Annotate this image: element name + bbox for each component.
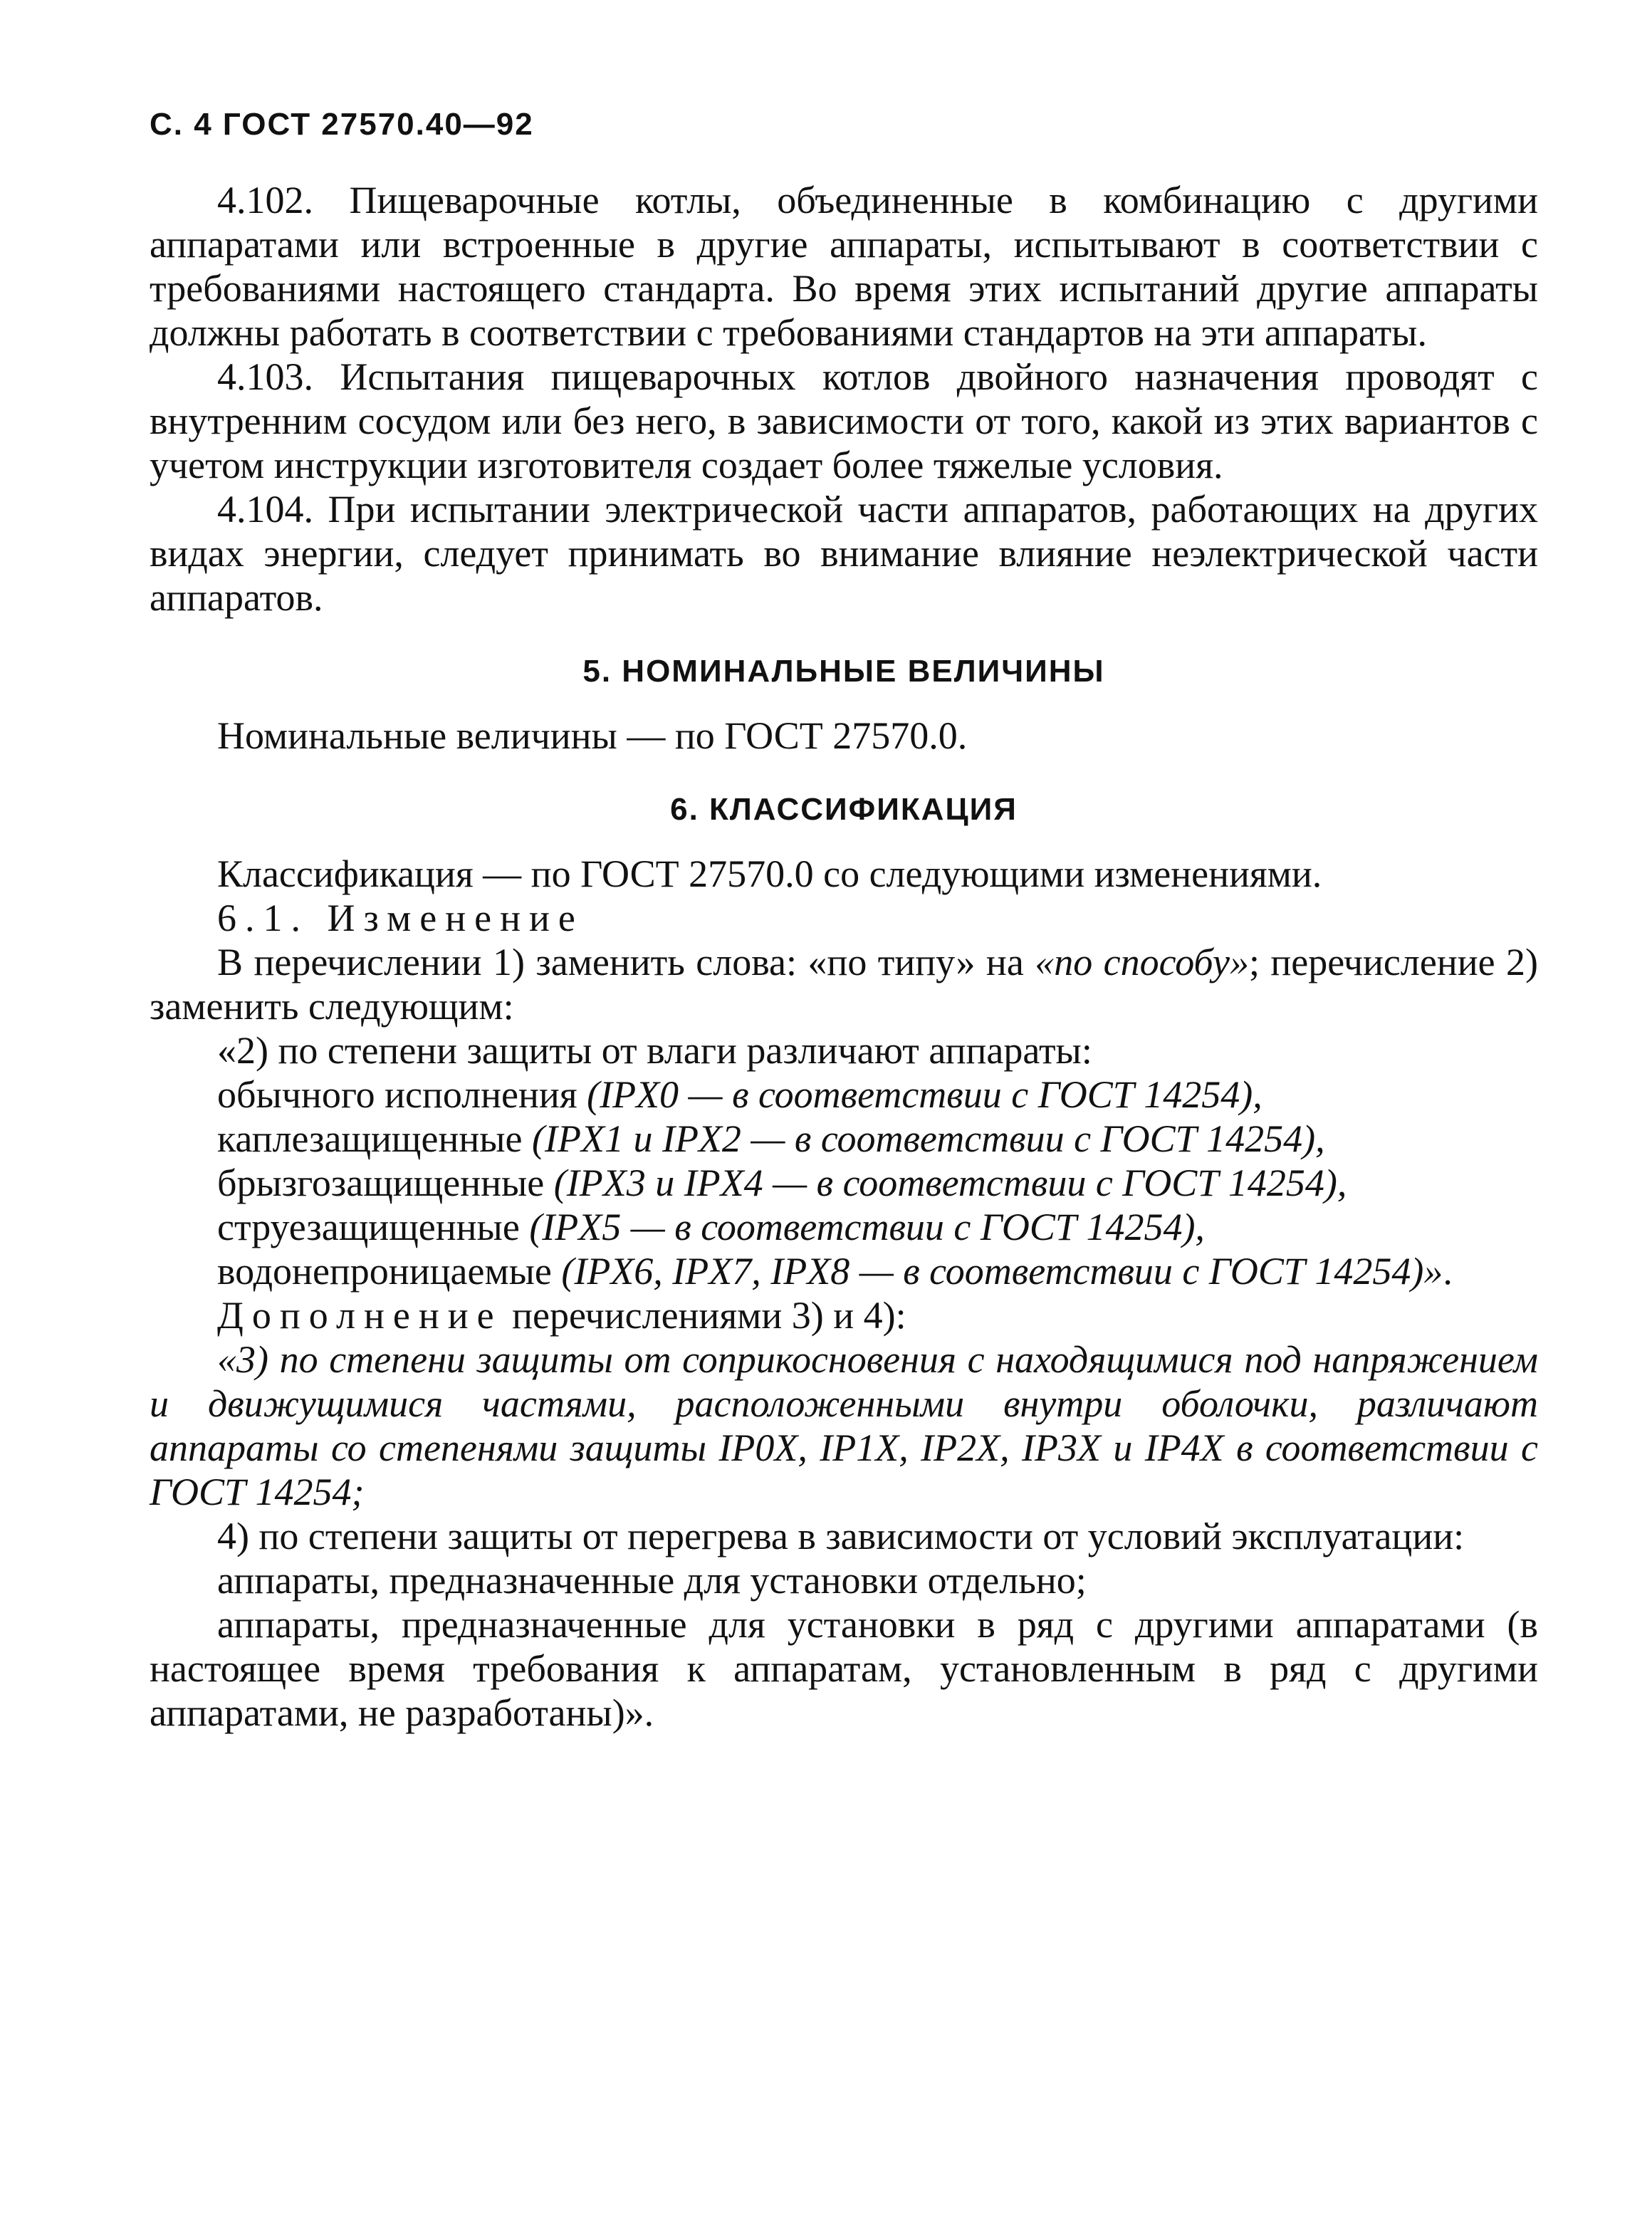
section-5-heading: 5. НОМИНАЛЬНЫЕ ВЕЛИЧИНЫ xyxy=(582,654,1105,689)
classification-item-3: «3) по степени защиты от соприкосновения с находящимися под напряжением и движущимися частями, расположенными внутри оболочки, различают аппараты со степенями защиты IP0X, IP1X, IP2X, IP3X и IP4X в соответствии с ГОСТ 14254; xyxy=(150,1338,1538,1513)
moisture-item-4-ref: (IPX5 — в соответствии с ГОСТ 14254), xyxy=(529,1206,1205,1248)
paragraph-4-102: 4.102. Пищеварочные котлы, объединенные в комбинацию с другими аппаратами или встроенные в другие аппараты, испытывают в соответствии с требованиями настоящего стандарта. Во время этих испытаний другие аппараты должны работать в соответствии с требованиями стандартов на эти аппараты. xyxy=(150,179,1538,354)
moisture-item-5-ref: (IPX6, IPX7, IPX8 — в соответствии с ГОСТ 14254)» xyxy=(561,1250,1443,1293)
document-page xyxy=(150,107,1538,1735)
addition-label: Дополнение xyxy=(217,1294,503,1337)
change-label xyxy=(150,896,1538,940)
change-line-1-c: ; перечисление 2) заменить следующим: xyxy=(150,941,1538,1028)
classification-item-4: 4) по степени защиты от перегрева в зависимости от условий эксплуатации: xyxy=(217,1515,1465,1557)
moisture-item-1 xyxy=(150,1072,1538,1117)
page-header: С. 4 ГОСТ 27570.40—92 xyxy=(150,107,534,142)
section-6-heading: 6. КЛАССИФИКАЦИЯ xyxy=(670,792,1018,827)
moisture-item-2-ref: (IPX1 и IPX2 — в соответствии с ГОСТ 14254), xyxy=(532,1117,1325,1160)
moisture-item-3 xyxy=(150,1161,1538,1205)
section-5-text: Номинальные величины — по ГОСТ 27570.0. xyxy=(217,714,968,757)
overheat-option-1: аппараты, предназначенные для установки отдельно; xyxy=(217,1559,1087,1602)
paragraph-4-103: 4.103. Испытания пищеварочных котлов двойного назначения проводят с внутренним сосудом или без него, в зависимости от того, какой из этих вариантов с учетом инструкции изготовителя создает более тяжелые условия. xyxy=(150,355,1538,486)
moisture-item-1-ref: (IPX0 — в соответствии с ГОСТ 14254), xyxy=(587,1073,1262,1116)
moisture-item-1-label: обычного исполнения xyxy=(217,1073,587,1116)
moisture-item-5-end: . xyxy=(1443,1250,1453,1293)
moisture-item-3-ref: (IPX3 и IPX4 — в соответствии с ГОСТ 14254), xyxy=(553,1162,1347,1204)
moisture-item-2-label: каплезащищенные xyxy=(217,1117,533,1160)
moisture-item-4-label: струезащищенные xyxy=(217,1206,530,1248)
change-line-1-b: «по способу» xyxy=(1035,941,1249,983)
change-label-text: 6.1. Изменение xyxy=(217,897,584,939)
addition-line xyxy=(150,1293,1538,1337)
addition-rest: перечислениями 3) и 4): xyxy=(502,1294,906,1337)
moisture-item-5 xyxy=(150,1249,1538,1293)
moisture-item-4 xyxy=(150,1205,1538,1249)
overheat-option-2: аппараты, предназначенные для установки в ряд с другими аппаратами (в настоящее время требования к аппаратам, установленным в ряд с другими аппаратами, не разработаны)». xyxy=(150,1603,1538,1734)
change-line-1 xyxy=(150,940,1538,1028)
moisture-item-2 xyxy=(150,1117,1538,1161)
section-6-intro: Классификация — по ГОСТ 27570.0 со следующими изменениями. xyxy=(217,852,1322,895)
change-line-1-a: В перечислении 1) заменить слова: «по типу» на xyxy=(217,941,1035,983)
moisture-item-5-label: водонепроницаемые xyxy=(217,1250,562,1293)
paragraph-4-104: 4.104. При испытании электрической части аппаратов, работающих на других видах энергии, следует принимать во внимание влияние неэлектрической части аппаратов. xyxy=(150,488,1538,619)
change-line-2: «2) по степени защиты от влаги различают аппараты: xyxy=(217,1029,1092,1072)
moisture-item-3-label: брызгозащищенные xyxy=(217,1162,554,1204)
